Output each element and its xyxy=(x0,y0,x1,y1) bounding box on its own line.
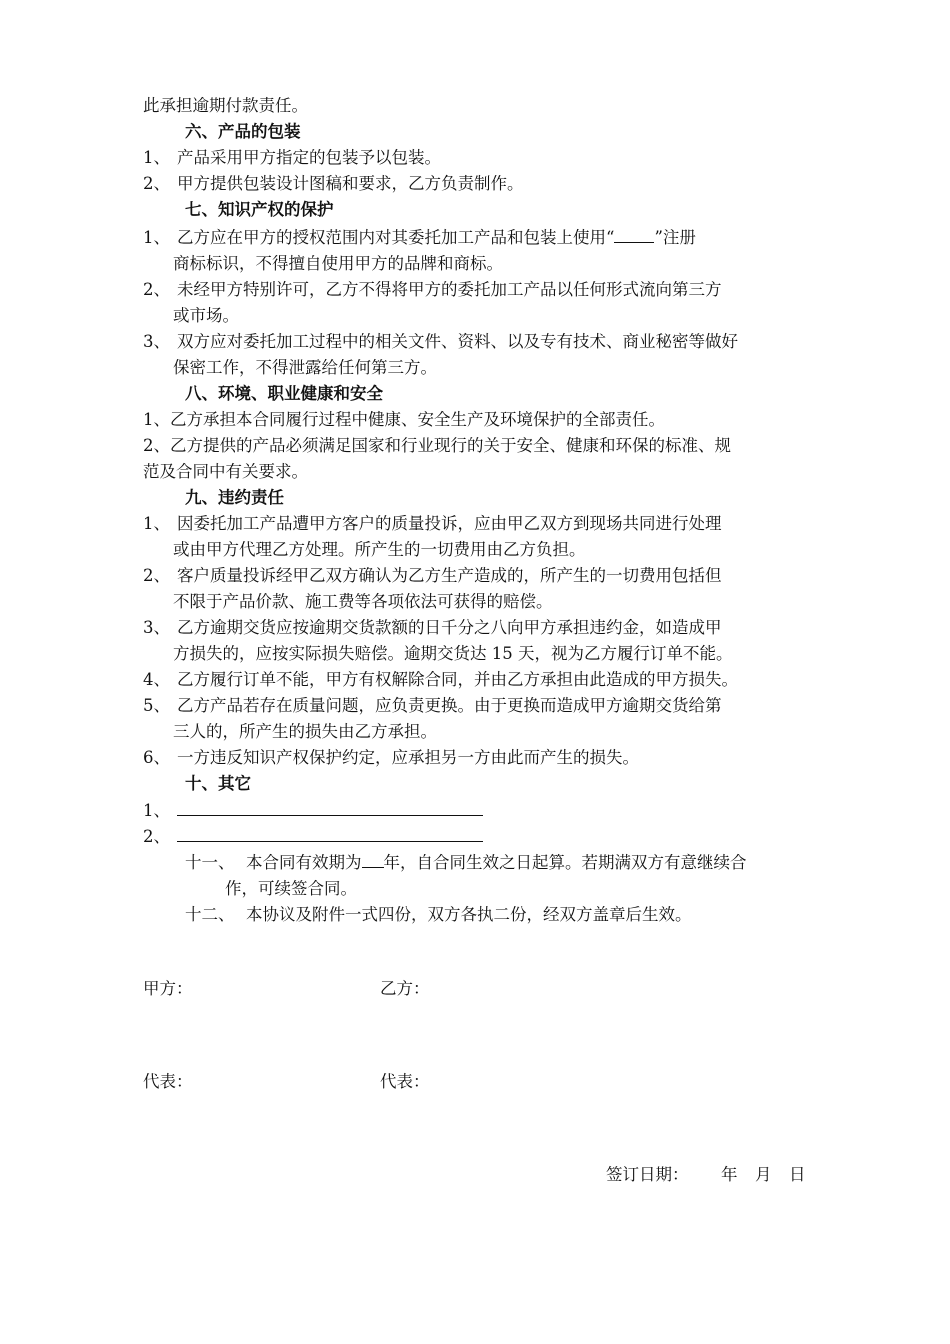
sec12-number: 十二、 xyxy=(185,905,235,924)
item-number: 4、 xyxy=(143,670,170,689)
item-number: 6、 xyxy=(143,748,170,767)
sec11-line-1 xyxy=(246,852,747,874)
party-b-representative-label: 代表： xyxy=(380,1072,430,1091)
item-number: 5、 xyxy=(143,696,170,715)
section-10-heading: 十、其它 xyxy=(185,774,251,793)
item-number: 2、 xyxy=(143,566,170,585)
sec9-item-1-line-2: 或由甲方代理乙方处理。所产生的一切费用由乙方负担。 xyxy=(173,540,586,559)
signing-date-label: 签订日期： xyxy=(606,1165,689,1184)
sec9-item-6-line-1: 一方违反知识产权保护约定，应承担另一方由此而产生的损失。 xyxy=(177,748,639,767)
item-number: 2、 xyxy=(143,280,170,299)
sec7-item-3-line-1: 双方应对委托加工过程中的相关文件、资料、以及专有技术、商业秘密等做好 xyxy=(177,332,738,351)
sec7-item-1-line-2: 商标标识，不得擅自使用甲方的品牌和商标。 xyxy=(173,254,503,273)
sec7-item-1-text-after: ”注册 xyxy=(654,228,696,247)
sec9-item-3-line-2: 方损失的，应按实际损失赔偿。逾期交货达 15 天，视为乙方履行订单不能。 xyxy=(173,644,733,663)
sec8-item-1-line-1: 1、乙方承担本合同履行过程中健康、安全生产及环境保护的全部责任。 xyxy=(143,410,665,429)
section-7-heading: 七、知识产权的保护 xyxy=(185,200,334,219)
trademark-blank[interactable] xyxy=(614,228,654,243)
sec7-item-2-line-2: 或市场。 xyxy=(173,306,239,325)
sec9-item-2-line-2: 不限于产品价款、施工费等各项依法可获得的赔偿。 xyxy=(173,592,553,611)
sec12-text: 本协议及附件一式四份，双方各执二份，经双方盖章后生效。 xyxy=(246,905,692,924)
sec6-item-1-text: 产品采用甲方指定的包装予以包装。 xyxy=(177,148,441,167)
sec11-number: 十一、 xyxy=(185,853,235,872)
sec9-item-5-line-1: 乙方产品若存在质量问题，应负责更换。由于更换而造成甲方逾期交货给第 xyxy=(177,696,722,715)
date-year: 年 xyxy=(721,1165,738,1184)
sec8-item-2-line-1: 2、乙方提供的产品必须满足国家和行业现行的关于安全、健康和环保的标准、规 xyxy=(143,436,731,455)
item-number: 3、 xyxy=(143,618,170,637)
intro-line: 此承担逾期付款责任。 xyxy=(143,96,308,115)
item-number: 3、 xyxy=(143,332,170,351)
sec11-text-after: 年，自合同生效之日起算。若期满双方有意继续合 xyxy=(383,853,747,872)
party-a-label: 甲方： xyxy=(143,979,193,998)
blank-line-2[interactable] xyxy=(177,841,483,842)
sec8-item-2-line-2: 范及合同中有关要求。 xyxy=(143,462,308,481)
term-years-blank[interactable] xyxy=(362,853,384,868)
item-number: 1、 xyxy=(143,514,170,533)
section-6-heading: 六、产品的包装 xyxy=(185,122,301,141)
sec9-item-5-line-2: 三人的，所产生的损失由乙方承担。 xyxy=(173,722,437,741)
date-month: 月 xyxy=(755,1165,772,1184)
item-number: 1、 xyxy=(143,801,170,820)
blank-line-1[interactable] xyxy=(177,815,483,816)
sec11-line-2: 作，可续签合同。 xyxy=(225,879,357,898)
item-number: 2、 xyxy=(143,827,170,846)
item-number: 2、 xyxy=(143,174,170,193)
section-8-heading: 八、环境、职业健康和安全 xyxy=(185,384,383,403)
sec9-item-3-line-1: 乙方逾期交货应按逾期交货款额的日千分之八向甲方承担违约金，如造成甲 xyxy=(177,618,722,637)
sec7-item-3-line-2: 保密工作，不得泄露给任何第三方。 xyxy=(173,358,437,377)
sec9-item-2-line-1: 客户质量投诉经甲乙双方确认为乙方生产造成的，所产生的一切费用包括但 xyxy=(177,566,722,585)
sec9-item-4-line-1: 乙方履行订单不能，甲方有权解除合同，并由乙方承担由此造成的甲方损失。 xyxy=(177,670,738,689)
sec7-item-1-line-1 xyxy=(177,227,696,249)
sec6-item-2-text: 甲方提供包装设计图稿和要求，乙方负责制作。 xyxy=(177,174,524,193)
party-b-label: 乙方： xyxy=(380,979,430,998)
sec11-text-before: 本合同有效期为 xyxy=(246,853,362,872)
sec9-item-1-line-1: 因委托加工产品遭甲方客户的质量投诉，应由甲乙双方到现场共同进行处理 xyxy=(177,514,722,533)
item-number: 1、 xyxy=(143,148,170,167)
sec7-item-2-line-1: 未经甲方特别许可，乙方不得将甲方的委托加工产品以任何形式流向第三方 xyxy=(177,280,722,299)
item-number: 1、 xyxy=(143,228,170,247)
section-9-heading: 九、违约责任 xyxy=(185,488,284,507)
sec7-item-1-text-before: 乙方应在甲方的授权范围内对其委托加工产品和包装上使用“ xyxy=(177,228,615,247)
date-day: 日 xyxy=(789,1165,806,1184)
party-a-representative-label: 代表： xyxy=(143,1072,193,1091)
